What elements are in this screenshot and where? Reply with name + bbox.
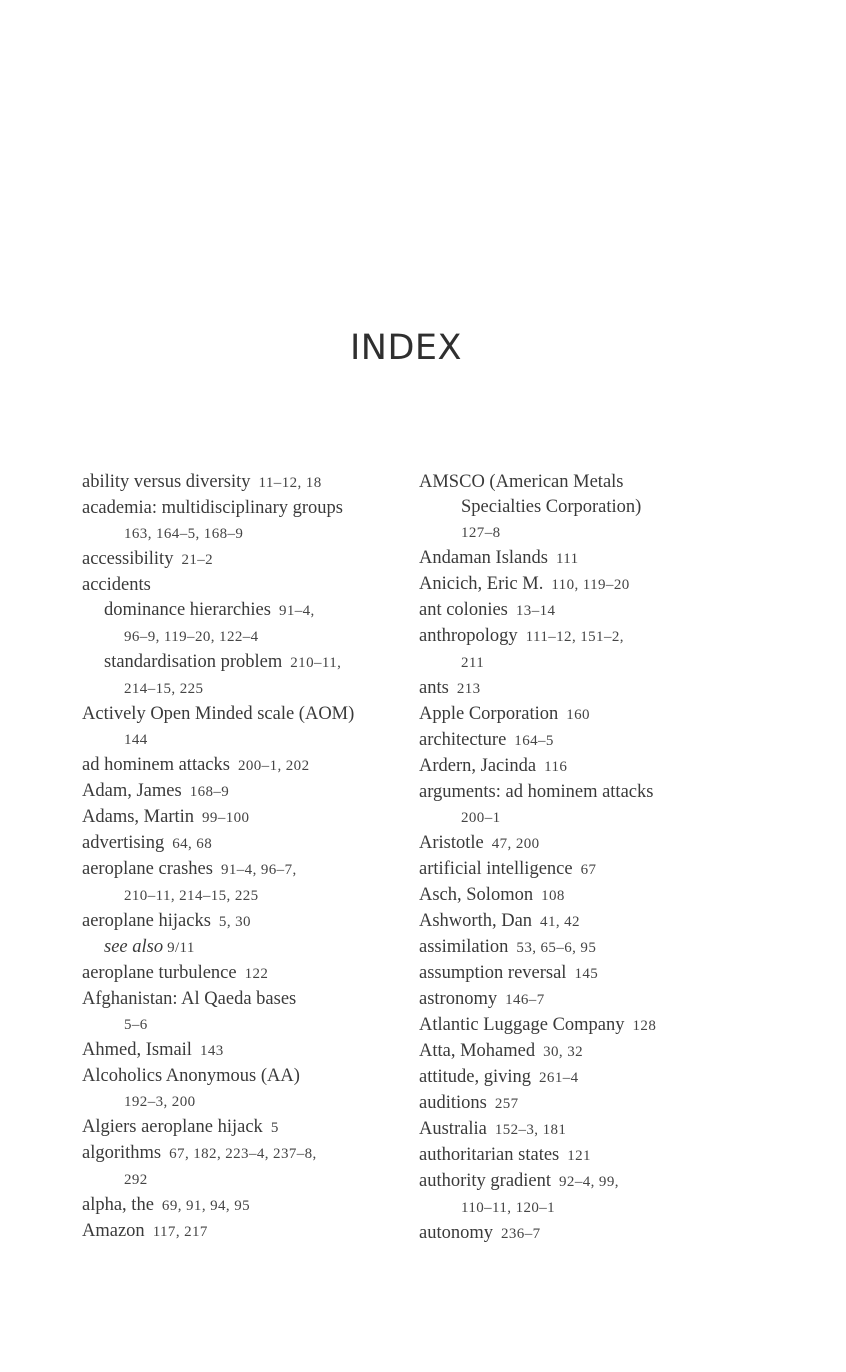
- index-page-refs: 5: [270, 1120, 279, 1136]
- index-entry: [419, 961, 719, 987]
- index-term: Ashworth, Dan: [419, 911, 533, 931]
- index-entry: [82, 779, 402, 805]
- page-title: INDEX: [349, 328, 463, 368]
- index-entry: [82, 883, 402, 909]
- index-term: Asch, Solomon: [419, 885, 534, 905]
- index-term: astronomy: [419, 989, 498, 1009]
- index-page-refs: 145: [574, 966, 599, 982]
- index-entry: [82, 857, 402, 883]
- index-term: attitude, giving: [419, 1067, 532, 1087]
- index-page-refs: 91–4,: [278, 603, 315, 619]
- index-term: Aristotle: [419, 833, 484, 853]
- index-term: Apple Corporation: [419, 704, 559, 724]
- index-entry: [419, 470, 719, 495]
- index-term: standardisation problem: [104, 652, 283, 672]
- index-page-refs: 261–4: [539, 1070, 579, 1086]
- index-term: aeroplane hijacks: [82, 911, 211, 931]
- index-term: Andaman Islands: [419, 548, 548, 568]
- index-entry: [419, 1169, 719, 1195]
- index-term: Amazon: [82, 1221, 145, 1241]
- index-page-refs: 30, 32: [543, 1044, 584, 1060]
- index-page-refs: 214–15, 225: [124, 681, 204, 697]
- index-entry: [82, 1167, 402, 1193]
- index-entry: [82, 1115, 402, 1141]
- index-term: Ardern, Jacinda: [419, 756, 537, 776]
- index-page-refs: 164–5: [514, 733, 554, 749]
- index-entry: [82, 650, 402, 676]
- index-term: Adam, James: [82, 781, 182, 801]
- index-page-refs: 163, 164–5, 168–9: [124, 526, 244, 542]
- index-entry: [82, 961, 402, 987]
- index-entry: [419, 546, 719, 572]
- index-term: assimilation: [419, 937, 509, 957]
- index-page-refs: 21–2: [181, 552, 214, 568]
- index-entry: [82, 1141, 402, 1167]
- index-entry: [82, 573, 402, 598]
- index-entry: [419, 728, 719, 754]
- index-entry: [419, 1143, 719, 1169]
- index-page-refs: 67: [580, 862, 597, 878]
- index-page-refs: 116: [544, 759, 568, 775]
- index-page-refs: 127–8: [461, 525, 501, 541]
- index-page-refs: 92–4, 99,: [559, 1174, 619, 1190]
- index-page-refs: 143: [199, 1043, 224, 1059]
- index-page-refs: 110–11, 120–1: [461, 1200, 556, 1216]
- index-entry: [419, 780, 719, 805]
- index-page-refs: 210–11, 214–15, 225: [124, 888, 259, 904]
- index-term: Afghanistan: Al Qaeda bases: [82, 989, 297, 1009]
- index-term: Anicich, Eric M.: [419, 574, 544, 594]
- index-entry: [82, 805, 402, 831]
- index-page-refs: 160: [566, 707, 590, 723]
- index-term: Atta, Mohamed: [419, 1041, 536, 1061]
- index-term: authoritarian states: [419, 1145, 560, 1165]
- index-page-refs: 168–9: [189, 784, 230, 800]
- index-entry: [82, 702, 402, 727]
- index-term: dominance hierarchies: [104, 600, 271, 620]
- index-page-refs: 108: [541, 888, 565, 904]
- index-term: Alcoholics Anonymous (AA): [82, 1066, 300, 1086]
- index-page-refs: 110, 119–20: [551, 577, 630, 593]
- index-term: auditions: [419, 1093, 487, 1113]
- index-term: AMSCO (American Metals: [419, 472, 624, 492]
- index-term: authority gradient: [419, 1171, 552, 1191]
- index-entry: [82, 1012, 402, 1038]
- index-term: artificial intelligence: [419, 859, 573, 879]
- index-term: aeroplane turbulence: [82, 963, 237, 983]
- index-entry: [419, 572, 719, 598]
- index-term: Australia: [419, 1119, 487, 1139]
- index-term: academia: multidisciplinary groups: [82, 498, 343, 518]
- index-page-refs: 64, 68: [172, 836, 213, 852]
- index-entry: [419, 1221, 719, 1247]
- index-term: advertising: [82, 833, 165, 853]
- index-entry: [82, 987, 402, 1012]
- index-page-refs: 128: [632, 1018, 657, 1034]
- index-term: Specialties Corporation): [461, 497, 642, 517]
- index-page-refs: 13–14: [515, 603, 556, 619]
- index-term: arguments: ad hominem attacks: [419, 782, 654, 802]
- index-entry: [419, 1091, 719, 1117]
- index-term: ad hominem attacks: [82, 755, 230, 775]
- index-page-refs: 96–9, 119–20, 122–4: [124, 629, 259, 645]
- index-entry: [419, 1065, 719, 1091]
- index-page-refs: 11–12, 18: [258, 475, 322, 491]
- index-entry: [419, 1039, 719, 1065]
- index-entry: [419, 754, 719, 780]
- index-term: alpha, the: [82, 1195, 154, 1215]
- index-term: algorithms: [82, 1143, 162, 1163]
- index-term: Actively Open Minded scale (AOM): [82, 704, 355, 724]
- index-page-refs: 200–1: [461, 810, 501, 826]
- index-page-refs: 69, 91, 94, 95: [161, 1198, 251, 1214]
- index-page-refs: 41, 42: [540, 914, 580, 930]
- index-entry: [82, 753, 402, 779]
- index-entry: [82, 496, 402, 521]
- index-entry: [419, 857, 719, 883]
- index-entry: [419, 598, 719, 624]
- index-entry: [82, 831, 402, 857]
- index-page-refs: 67, 182, 223–4, 237–8,: [169, 1146, 317, 1162]
- index-entry: [419, 909, 719, 935]
- index-term: Atlantic Luggage Company: [419, 1015, 625, 1035]
- index-entry: [82, 1193, 402, 1219]
- index-page-refs: 257: [494, 1096, 519, 1112]
- index-entry: [82, 676, 402, 702]
- index-entry: [82, 935, 402, 961]
- index-column-left: [82, 470, 402, 1245]
- index-page-refs: 144: [124, 732, 148, 748]
- index-entry: [419, 883, 719, 909]
- index-term: anthropology: [419, 626, 518, 646]
- index-entry: [82, 1038, 402, 1064]
- index-entry: [419, 624, 719, 650]
- index-page-refs: 292: [124, 1172, 148, 1188]
- index-page-refs: 111–12, 151–2,: [525, 629, 624, 645]
- index-page-refs: 122: [244, 966, 269, 982]
- index-entry: [419, 520, 719, 546]
- index-term: ability versus diversity: [82, 472, 251, 492]
- index-page-refs: 99–100: [202, 810, 250, 826]
- index-entry: [419, 805, 719, 831]
- index-entry: [82, 521, 402, 547]
- index-page-refs: 146–7: [505, 992, 545, 1008]
- index-term: aeroplane crashes: [82, 859, 213, 879]
- index-term: autonomy: [419, 1223, 493, 1243]
- index-page-refs: 53, 65–6, 95: [516, 940, 597, 956]
- index-entry: [82, 909, 402, 935]
- index-entry: [419, 676, 719, 702]
- index-entry: [419, 650, 719, 676]
- index-page-refs: 152–3, 181: [494, 1122, 567, 1138]
- index-entry: [82, 1219, 402, 1245]
- index-entry: [82, 727, 402, 753]
- index-term: see also: [104, 937, 164, 957]
- index-entry: [419, 495, 719, 520]
- index-entry: [82, 470, 402, 496]
- index-page-refs: 91–4, 96–7,: [220, 862, 297, 878]
- index-entry: [82, 1064, 402, 1089]
- index-page-refs: 210–11,: [290, 655, 342, 671]
- index-page-refs: 5, 30: [218, 914, 251, 930]
- index-column-right: [419, 470, 719, 1247]
- index-page-refs: 5–6: [124, 1017, 148, 1033]
- index-term: architecture: [419, 730, 507, 750]
- index-term: ants: [419, 678, 449, 698]
- index-entry: [419, 1117, 719, 1143]
- index-page-refs: 121: [567, 1148, 591, 1164]
- index-term: Algiers aeroplane hijack: [82, 1117, 263, 1137]
- index-page-refs: 211: [461, 655, 485, 671]
- index-entry: [419, 831, 719, 857]
- index-entry: [419, 987, 719, 1013]
- index-page-refs: 111: [555, 551, 579, 567]
- index-entry: [419, 1195, 719, 1221]
- index-entry: [419, 702, 719, 728]
- index-term: accidents: [82, 575, 151, 595]
- index-entry: [82, 547, 402, 573]
- index-entry: [82, 1089, 402, 1115]
- index-entry: [419, 1013, 719, 1039]
- index-entry: [419, 935, 719, 961]
- index-term: ant colonies: [419, 600, 508, 620]
- index-page-refs: 117, 217: [152, 1224, 208, 1240]
- index-page-refs: 47, 200: [491, 836, 540, 852]
- index-page-refs: 9/11: [167, 940, 195, 956]
- index-term: Adams, Martin: [82, 807, 195, 827]
- index-term: assumption reversal: [419, 963, 567, 983]
- index-term: Ahmed, Ismail: [82, 1040, 192, 1060]
- index-entry: [82, 624, 402, 650]
- index-page-refs: 236–7: [501, 1226, 541, 1242]
- index-page-refs: 200–1, 202: [237, 758, 310, 774]
- index-term: accessibility: [82, 549, 174, 569]
- index-page-refs: 213: [456, 681, 481, 697]
- index-entry: [82, 598, 402, 624]
- index-page-refs: 192–3, 200: [124, 1094, 196, 1110]
